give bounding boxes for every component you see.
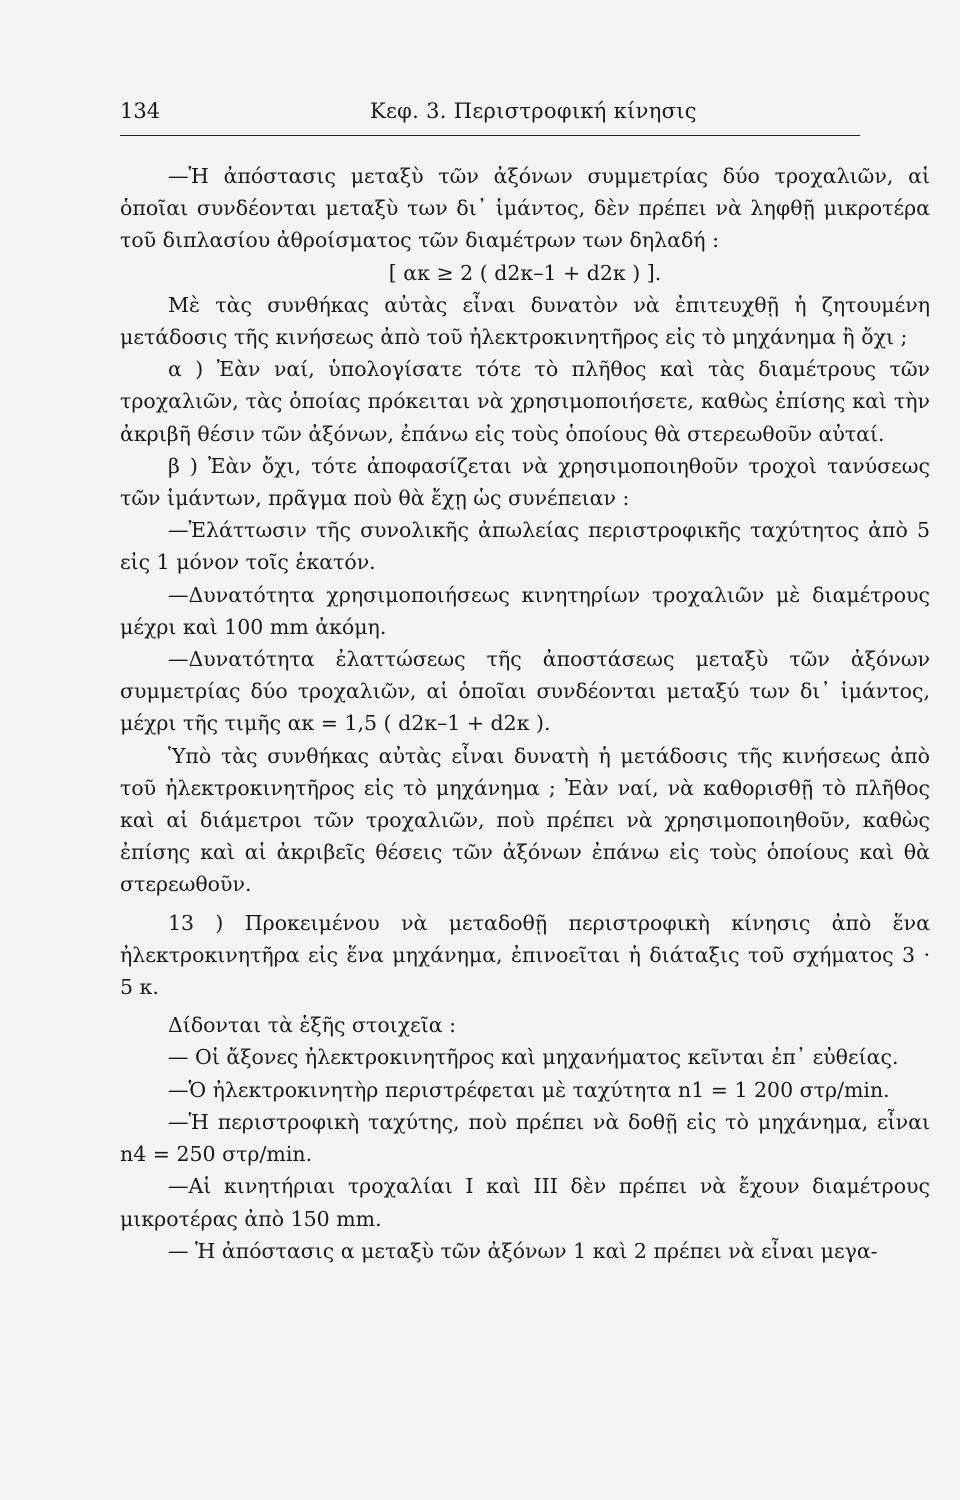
formula-line: [ ακ ≥ 2 ( d2κ–1 + d2κ ) ].: [388, 260, 662, 285]
body-text: [120, 160, 930, 1267]
page-header: [120, 95, 860, 136]
list-item-axis-distance: —Δυνατότητα ἐλαττώσεως τῆς ἀποστάσεως μεταξὺ τῶν ἀξόνων συμμετρίας δύο τροχαλιῶν, αἱ ὁποῖαι συνδέονται μεταξύ των δι᾽ ἱμάντος, μέχρι τῆς τιμῆς ακ = 1,5 ( d2κ–1 + d2κ ).: [120, 647, 930, 736]
list-item-loss-reduction: —Ἐλάττωσιν τῆς συνολικῆς ἀπωλείας περιστροφικῆς ταχύτητος ἀπὸ 5 εἰς 1 μόνον τοῖς ἑκατόν.: [120, 518, 930, 575]
list-item-machine-speed: —Ἡ περιστροφικὴ ταχύτης, ποὺ πρέπει νὰ δοθῇ εἰς τὸ μηχάνημα, εἶναι n4 = 250 στρ/min.: [120, 1109, 930, 1167]
list-item-pulley-diameter: —Δυνατότητα χρησιμοποιήσεως κινητηρίων τροχαλιῶν μὲ διαμέτρους μέχρι καὶ 100 mm ἀκόμη.: [120, 582, 930, 639]
list-item-pulley-min-diameter: —Αἱ κινητήριαι τροχαλίαι I καὶ III δὲν πρέπει νὰ ἔχουν διαμέτρους μικροτέρας ἀπὸ 150 mm.: [120, 1174, 930, 1231]
paragraph-problem-13: 13 ) Προκειμένου νὰ μεταδοθῇ περιστροφικὴ κίνησις ἀπὸ ἕνα ἠλεκτροκινητῆρα εἰς ἕνα μηχάνημα, ἐπινοεῖται ἡ διάταξις τοῦ σχήματος 3 · 5 κ.: [120, 910, 930, 1000]
list-item-axes-aligned: — Οἱ ἄξονες ἠλεκτροκινητῆρος καὶ μηχανήματος κεῖνται ἐπ᾽ εὐθείας.: [168, 1045, 899, 1070]
paragraph-given-data: Δίδονται τὰ ἑξῆς στοιχεῖα :: [168, 1013, 457, 1038]
paragraph-beta: β ) Ἐὰν ὄχι, τότε ἀποφασίζεται νὰ χρησιμοποιηθοῦν τροχοὶ τανύσεως τῶν ἱμάντων, πρᾶγμα ποὺ θὰ ἔχῃ ὡς συνέπειαν :: [120, 453, 930, 511]
list-item-motor-speed: —Ὁ ἠλεκτροκινητὴρ περιστρέφεται μὲ ταχύτητα n1 = 1 200 στρ/min.: [168, 1077, 890, 1102]
paragraph-question: Μὲ τὰς συνθήκας αὐτὰς εἶναι δυνατὸν νὰ ἐπιτευχθῇ ἡ ζητουμένη μετάδοσις τῆς κινήσεως ἀπὸ τοῦ ἠλεκτροκινητῆρος εἰς τὸ μηχάνημα ἢ ὄχι ;: [120, 292, 930, 350]
paragraph-axis-distance: —Ἡ ἀπόστασις μεταξὺ τῶν ἀξόνων συμμετρίας δύο τροχαλιῶν, αἱ ὁποῖαι συνδέονται μεταξὺ των δι᾽ ἱμάντος, δὲν πρέπει νὰ ληφθῇ μικροτέρα τοῦ διπλασίου ἀθροίσματος τῶν διαμέτρων των δηλαδή :: [120, 164, 930, 253]
paragraph-alpha: α ) Ἐὰν ναί, ὑπολογίσατε τότε τὸ πλῆθος καὶ τὰς διαμέτρους τῶν τροχαλιῶν, τὰς ὁποίας πρόκειται νὰ χρησιμοποιήσετε, καθὼς ἐπίσης καὶ τὴν ἀκριβῆ θέσιν τῶν ἀξόνων, ἐπάνω εἰς τοὺς ὁποίους θὰ στερεωθοῦν αὐταί.: [120, 357, 930, 446]
list-item-axis-distance-a: — Ἡ ἀπόστασις α μεταξὺ τῶν ἀξόνων 1 καὶ 2 πρέπει νὰ εἶναι μεγα-: [168, 1238, 878, 1263]
page-number: 134: [120, 99, 161, 123]
running-head: Κεφ. 3. Περιστροφική κίνησις: [370, 99, 697, 123]
paragraph-conditions-question: Ὑπὸ τὰς συνθήκας αὐτὰς εἶναι δυνατὴ ἡ μετάδοσις τῆς κινήσεως ἀπὸ τοῦ ἠλεκτροκινητῆρος εἰς τὸ μηχάνημα ; Ἐὰν ναί, νὰ καθορισθῇ τὸ πλῆθος καὶ αἱ διάμετροι τῶν τροχαλιῶν, ποὺ πρέπει νὰ χρησιμοποιηθοῦν, καθὼς ἐπίσης καὶ αἱ ἀκριβεῖς θέσεις τῶν ἀξόνων ἐπάνω εἰς τοὺς ὁποίους καὶ θὰ στερεωθοῦν.: [120, 743, 930, 897]
